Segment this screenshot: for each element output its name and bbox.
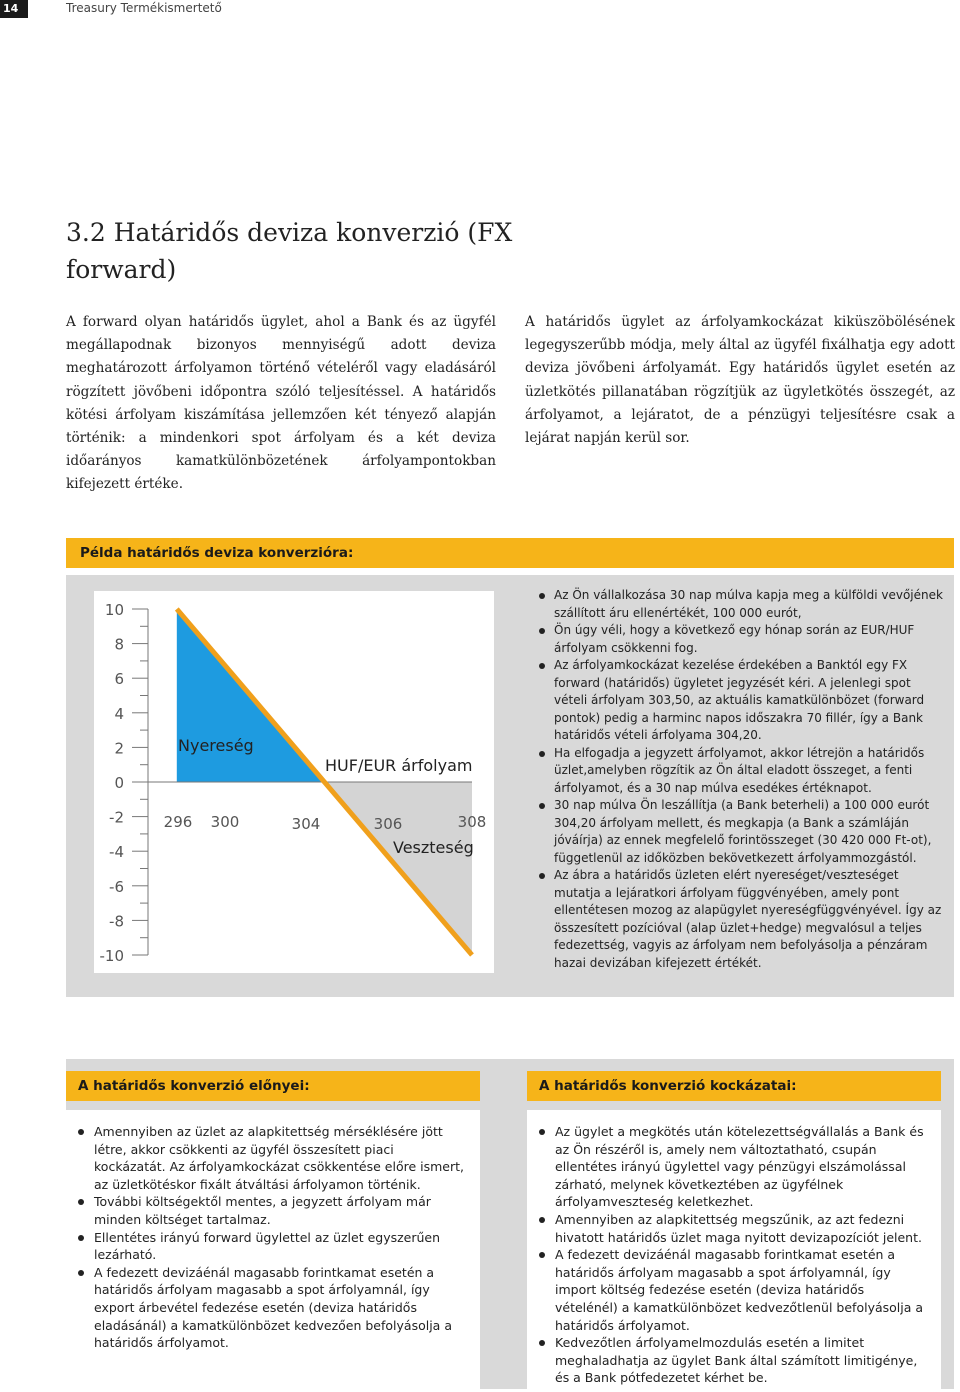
gain-label: Nyereség <box>178 736 254 755</box>
y-tick-label: 8 <box>114 635 124 654</box>
x-tick-label: 308 <box>457 813 487 831</box>
page-number: 14 <box>0 0 28 18</box>
example-bullet-list <box>538 587 943 972</box>
example-bullet: Az árfolyamkockázat kezelése érdekében a Banktól egy FX forward (határidős) ügyletet jegyzését kéri. A jelenlegi spot vételi árfolyam 303,50, az aktuális kamatkülönbözet (forward pontok) pedig a harminc napos időszakra 70 fillér, így a Bank határidős vételi árfolyama 304,20. <box>538 657 943 745</box>
y-tick-label: -2 <box>109 808 124 827</box>
risk-item: Kedvezőtlen árfolyamelmozdulás esetén a limitet meghaladhatja az ügylet Bank által számított limitigénye, és a Bank pótfedezetet kérhet be. <box>539 1334 925 1387</box>
advantages-list <box>66 1110 480 1352</box>
advantages-panel <box>66 1110 480 1389</box>
y-tick-label: 2 <box>114 739 124 758</box>
example-bullet: Ön úgy véli, hogy a következő egy hónap során az EUR/HUF árfolyam csökkenni fog. <box>538 622 943 657</box>
advantage-item: Ellentétes irányú forward ügylettel az üzlet egyszerűen lezárható. <box>78 1229 464 1264</box>
y-tick-label: -8 <box>109 912 124 931</box>
risks-list <box>527 1110 941 1387</box>
x-axis-label: HUF/EUR árfolyam <box>325 756 473 775</box>
risk-item: Az ügylet a megkötés után kötelezettségvállalás a Bank és az Ön részéről is, amely nem változtatható, csupán ellentétes irányú ügylettel vagy pénzügyi elszámolással zárható, melynek következtében az ügyfélnek árfolyamveszteség keletkezhet. <box>539 1123 925 1211</box>
risk-item: A fedezett devizáénál magasabb forintkamat esetén a határidős árfolyam magasabb a spot árfolyamnál, így import költség fedezése esetén (deviza határidős vételénél) a kamatkülönbözet kedvezőtlenül befolyásolja a határidős árfolyamot. <box>539 1246 925 1334</box>
risk-item: Amennyiben az alapkitettség megszűnik, az azt fedezni hivatott határidős üzlet maga nyitott devizapozíciót jelent. <box>539 1211 925 1246</box>
y-tick-label: 6 <box>114 670 124 689</box>
risks-heading: A határidős konverzió kockázatai: <box>539 1078 797 1094</box>
example-bullet: Az Ön vállalkozása 30 nap múlva kapja meg a külföldi vevőjének szállított áru ellenértékét, 100 000 eurót, <box>538 587 943 622</box>
advantages-heading: A határidős konverzió előnyei: <box>78 1078 310 1094</box>
risks-panel <box>527 1110 941 1389</box>
running-header-title: Treasury Termékismertető <box>66 1 222 15</box>
x-tick-label: 306 <box>373 815 403 833</box>
y-tick-label: 4 <box>114 704 124 723</box>
y-tick-label: -6 <box>109 877 124 896</box>
example-bullet: 30 nap múlva Ön leszállítja (a Bank beterheli) a 100 000 eurót 304,20 árfolyam mellett, és megkapja (a Bank a számláján jóváírja) az ennek megfelelő forintösszeget (30 420 000 Ft-ot), függetlenül az időközben bekövetkezett árfolyammozgástól. <box>538 797 943 867</box>
section-title: 3.2 Határidős deviza konverzió (FX forward) <box>66 218 513 284</box>
loss-label: Veszteség <box>393 838 474 857</box>
advantage-item: Amennyiben az üzlet az alapkitettség mérséklésére jött létre, akkor csökkenti az ügyfél összesített piaci kockázatát. Az árfolyamkockázat csökkentése előre ismert, az üzletkötéskor fixált átváltási árfolyamon történik. <box>78 1123 464 1193</box>
advantages-heading-bar <box>66 1071 480 1101</box>
example-bullet: Az ábra a határidős üzleten elért nyereséget/veszteséget mutatja a lejáratkori árfolyam függvényében, amely pont ellentétesen mozog az alapügylet nyereségfüggvényével. Így az összesített pozícióval (alap üzlet+hedge) megvalósul a teljes fedezettség, vagyis az árfolyam nem befolyásolja a pénzáram hazai devizában kifejezett értékét. <box>538 867 943 972</box>
advantage-item: További költségektől mentes, a jegyzett árfolyam már minden költséget tartalmaz. <box>78 1193 464 1228</box>
y-tick-label: 10 <box>104 601 124 619</box>
y-tick-label: -4 <box>109 843 124 862</box>
x-tick-label: 304 <box>291 815 321 833</box>
example-bullet: Ha elfogadja a jegyzett árfolyamot, akkor létrejön a határidős üzlet,amelyben rögzítik az Ön által eladott összeget, a fenti árfolyamot, és a 30 nap múlva esedékes értéknapot. <box>538 745 943 798</box>
x-tick-label: 296 <box>163 813 193 831</box>
intro-paragraph-left: A forward olyan határidős ügylet, ahol a Bank és az ügyfél megállapodnak bizonyos mennyiségű adott deviza meghatározott árfolyamon történő vételéről vagy eladásáról rögzített jövőbeni időpontra szóló teljesítéssel. A határidős kötési árfolyam kiszámítása jellemzően két tényező alapján történik: a mindenkori spot árfolyam és a két deviza időarányos kamatkülönbözetének árfolyampontokban kifejezett értéke. <box>66 314 496 493</box>
y-tick-label: 0 <box>114 774 124 792</box>
advantage-item: A fedezett devizáénál magasabb forintkamat esetén a határidős árfolyam magasabb a spot árfolyamnál, így export árbevétel fedezése esetén (deviza határidős eladásánál) a kamatkülönbözet kedvezően befolyásolja a határidős árfolyamot. <box>78 1264 464 1352</box>
x-tick-label: 300 <box>210 813 240 831</box>
risks-heading-bar <box>527 1071 941 1101</box>
example-banner-label: Példa határidős deviza konverzióra: <box>80 545 354 561</box>
y-tick-label: -10 <box>99 947 124 965</box>
intro-paragraph-right: A határidős ügylet az árfolyamkockázat kiküszöbölésének legegyszerűbb módja, mely által az ügyfél fixálhatja egy adott deviza jövőbeni árfolyamát. Egy határidős ügylet esetén az üzletkötés pillanatában rögzítjük az ügyletkötés összegét, az árfolyamot, a lejáratot, de a pénzügyi teljesítésre csak a lejárat napján kerül sor. <box>525 314 955 447</box>
